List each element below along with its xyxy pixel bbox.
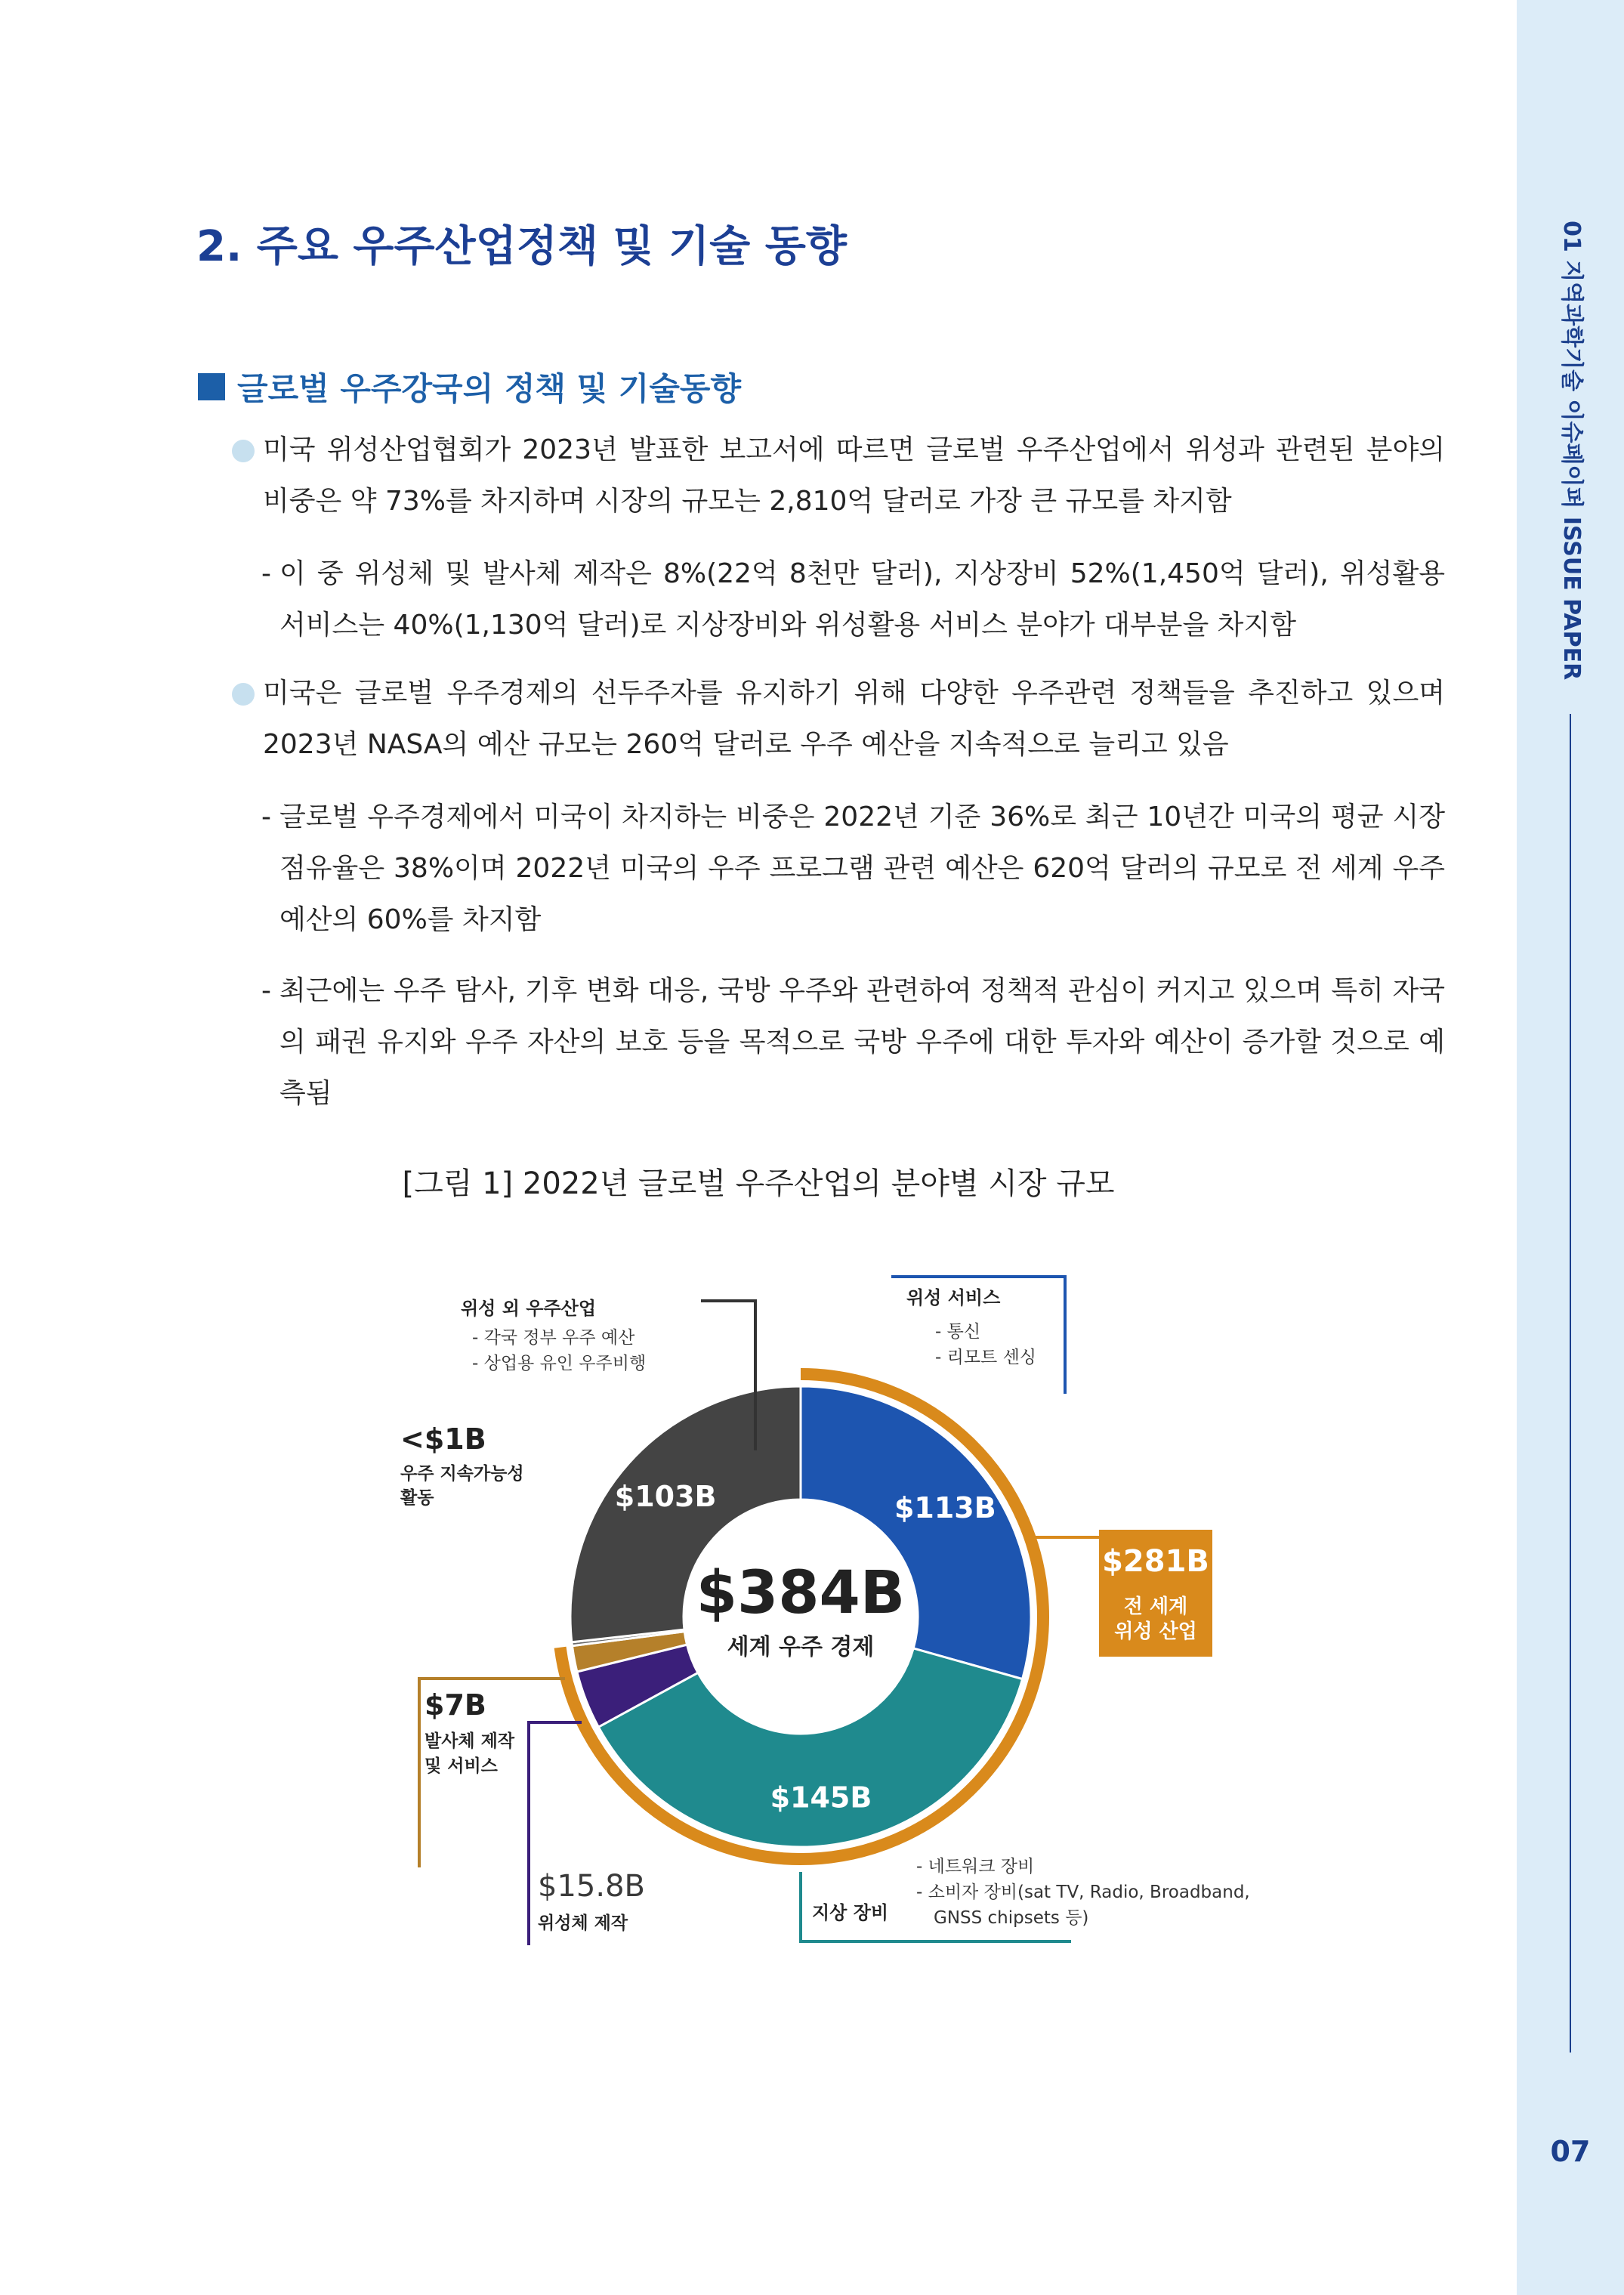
sub-bullet-text: 글로벌 우주경제에서 미국이 차지하는 비중은 2022년 기준 36%로 최근 10년간 미국의 평균 시장 점유율은 38%이며 2022년 미국의 우주 프로그램 관련 예산은 620억 달러의 규모로 전 세계 우주 예산의 60%를 차지함 <box>279 802 1445 935</box>
sustainability-label: 우주 지속가능성 <box>400 1464 524 1484</box>
subsection-title: 글로벌 우주강국의 정책 및 기술동향 <box>237 370 742 407</box>
group-total-value: $281B <box>1102 1544 1209 1579</box>
callout-line-manufacturing <box>529 1722 582 1945</box>
sidebar-divider <box>1570 714 1571 2053</box>
section-title: 2. 주요 우주산업정책 및 기술 동향 <box>196 222 847 271</box>
dash-marker: - <box>261 558 271 589</box>
group-total-line1: 전 세계 <box>1123 1595 1188 1618</box>
services-detail: - 리모트 센싱 <box>935 1348 1037 1367</box>
page-number: 07 <box>1550 2135 1591 2168</box>
ground-title: 지상 장비 <box>812 1902 889 1923</box>
sub-bullet-text: 이 중 위성체 및 발사체 제작은 8%(22억 8천만 달러), 지상장비 52%(1,450억 달러), 위성활용 서비스는 40%(1,130억 달러)로 지상장비와 위성활용 서비스 분야가 대부분을 차지함 <box>279 558 1445 641</box>
launch-label: 발사체 제작 <box>425 1731 515 1751</box>
ground-detail: - 소비자 장비(sat TV, Radio, Broadband, <box>916 1883 1250 1902</box>
sustainability-value: <$1B <box>400 1422 486 1456</box>
ground-detail: - 네트워크 장비 <box>916 1857 1035 1876</box>
sidebar-title-text: 01 지역과학기술 이슈페이퍼 ISSUE PAPER <box>1558 221 1585 681</box>
launch-value: $7B <box>425 1688 486 1722</box>
services-title: 위성 서비스 <box>906 1287 1001 1308</box>
bullet-text: 미국은 글로벌 우주경제의 선두주자를 유지하기 위해 다양한 우주관련 정책들을 추진하고 있으며 2023년 NASA의 예산 규모는 260억 달러로 우주 예산을 지속적으로 늘리고 있음 <box>263 678 1445 760</box>
center-label: 세계 우주 경제 <box>727 1634 875 1660</box>
group-total-line2: 위성 산업 <box>1114 1620 1197 1643</box>
manufacturing-label: 위성체 제작 <box>538 1914 628 1933</box>
non-satellite-detail: - 각국 정부 우주 예산 <box>472 1328 635 1348</box>
slice-value-label: $113B <box>894 1491 996 1525</box>
ground-detail: GNSS chipsets 등) <box>934 1908 1089 1928</box>
slice-value-label: $103B <box>614 1479 717 1513</box>
sub-bullet-text: 최근에는 우주 탐사, 기후 변화 대응, 국방 우주와 관련하여 정책적 관심이 커지고 있으며 특히 자국의 패권 유지와 우주 자산의 보호 등을 목적으로 국방 우주에 대한 투자와 예산이 증가할 것으로 예측됨 <box>279 975 1445 1109</box>
bullet-text: 미국 위성산업협회가 2023년 발표한 보고서에 따르면 글로벌 우주산업에서 위성과 관련된 분야의 비중은 약 73%를 차지하며 시장의 규모는 2,810억 달러로 가장 큰 규모를 차지함 <box>263 434 1445 517</box>
center-value: $384B <box>696 1559 906 1627</box>
non-satellite-detail: - 상업용 유인 우주비행 <box>472 1354 647 1373</box>
services-detail: - 통신 <box>935 1322 981 1342</box>
manufacturing-value: $15.8B <box>538 1869 645 1904</box>
figure-caption: [그림 1] 2022년 글로벌 우주산업의 분야별 시장 규모 <box>402 1166 1115 1201</box>
non-satellite-title: 위성 외 우주산업 <box>461 1298 596 1319</box>
slice-value-label: $145B <box>770 1781 872 1815</box>
launch-label: 및 서비스 <box>425 1756 498 1776</box>
sustainability-label: 활동 <box>400 1488 434 1508</box>
dash-marker: - <box>261 802 271 832</box>
dash-marker: - <box>261 975 271 1006</box>
sidebar-title <box>1555 221 1588 689</box>
